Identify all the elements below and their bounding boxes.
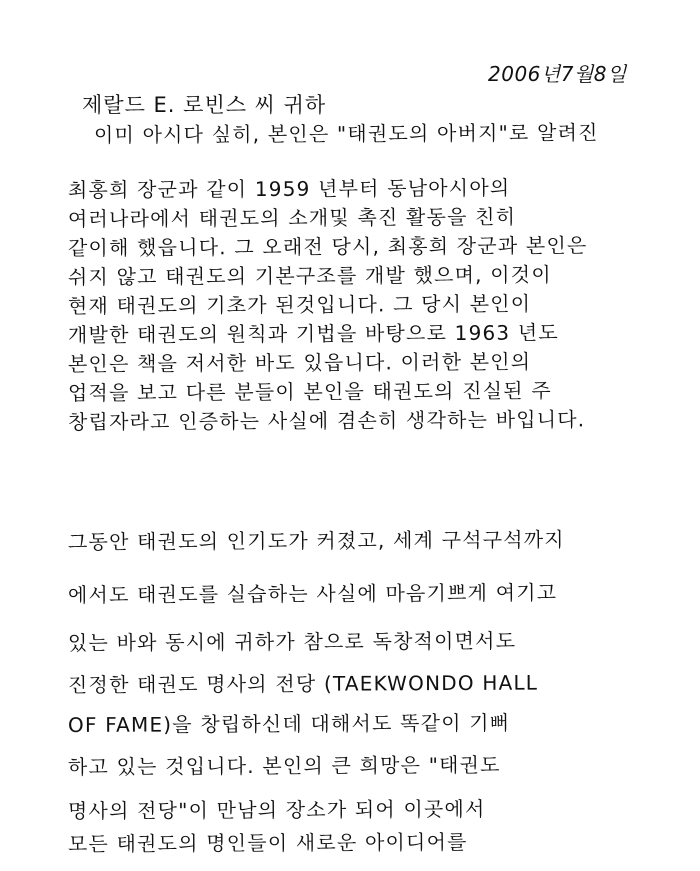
letter-line: 이미 아시다 싶히, 본인은 "태권도의 아버지"로 알려진: [93, 120, 599, 147]
letter-line: 현재 태권도의 기초가 된것입니다. 그 당시 본인이: [67, 291, 532, 318]
letter-line: 있는 바와 동시에 귀하가 참으로 독창적이면서도: [67, 628, 517, 655]
letter-line: 하고 있는 것입니다. 본인의 큰 희망은 "태권도: [67, 752, 501, 779]
salutation: 제랄드 E. 로빈스 씨 귀하: [82, 93, 327, 117]
letter-line: 같이해 했읍니다. 그 오래전 당시, 최홍희 장군과 본인은: [67, 233, 588, 260]
letter-date: 2006년7월8일: [488, 62, 627, 86]
letter-line: 명사의 전당"이 만남의 장소가 되어 이곳에서: [67, 796, 486, 823]
letter-line: 모든 태권도의 명인들이 새로운 아이디어를: [67, 829, 468, 856]
letter-line: OF FAME)을 창립하신데 대해서도 똑같이 기뻐: [67, 710, 511, 737]
letter-line: 창립자라고 인증하는 사실에 겸손히 생각하는 바입니다.: [67, 407, 586, 434]
letter-line: 여러나라에서 태권도의 소개및 촉진 활동을 친히: [67, 204, 517, 231]
letter-line: 그동안 태권도의 인기도가 커졌고, 세계 구석구석까지: [67, 527, 565, 554]
letter-line: 업적을 보고 다른 분들이 본인을 태권도의 진실된 주: [67, 378, 552, 405]
letter-line: 개발한 태권도의 원칙과 기법을 바탕으로 1963 년도: [67, 320, 559, 347]
letter-line: 에서도 태권도를 실습하는 사실에 마음기쁘게 여기고: [67, 580, 558, 607]
letter-line: 쉬지 않고 태권도의 기본구조를 개발 했으며, 이것이: [67, 262, 552, 289]
letter-line: 진정한 태권도 명사의 전당 (TAEKWONDO HALL: [67, 670, 539, 697]
letter-line: 본인은 책을 저서한 바도 있읍니다. 이러한 본인의: [67, 349, 532, 376]
letter-line: 최홍희 장군과 같이 1959 년부터 동남아시아의: [67, 175, 511, 202]
